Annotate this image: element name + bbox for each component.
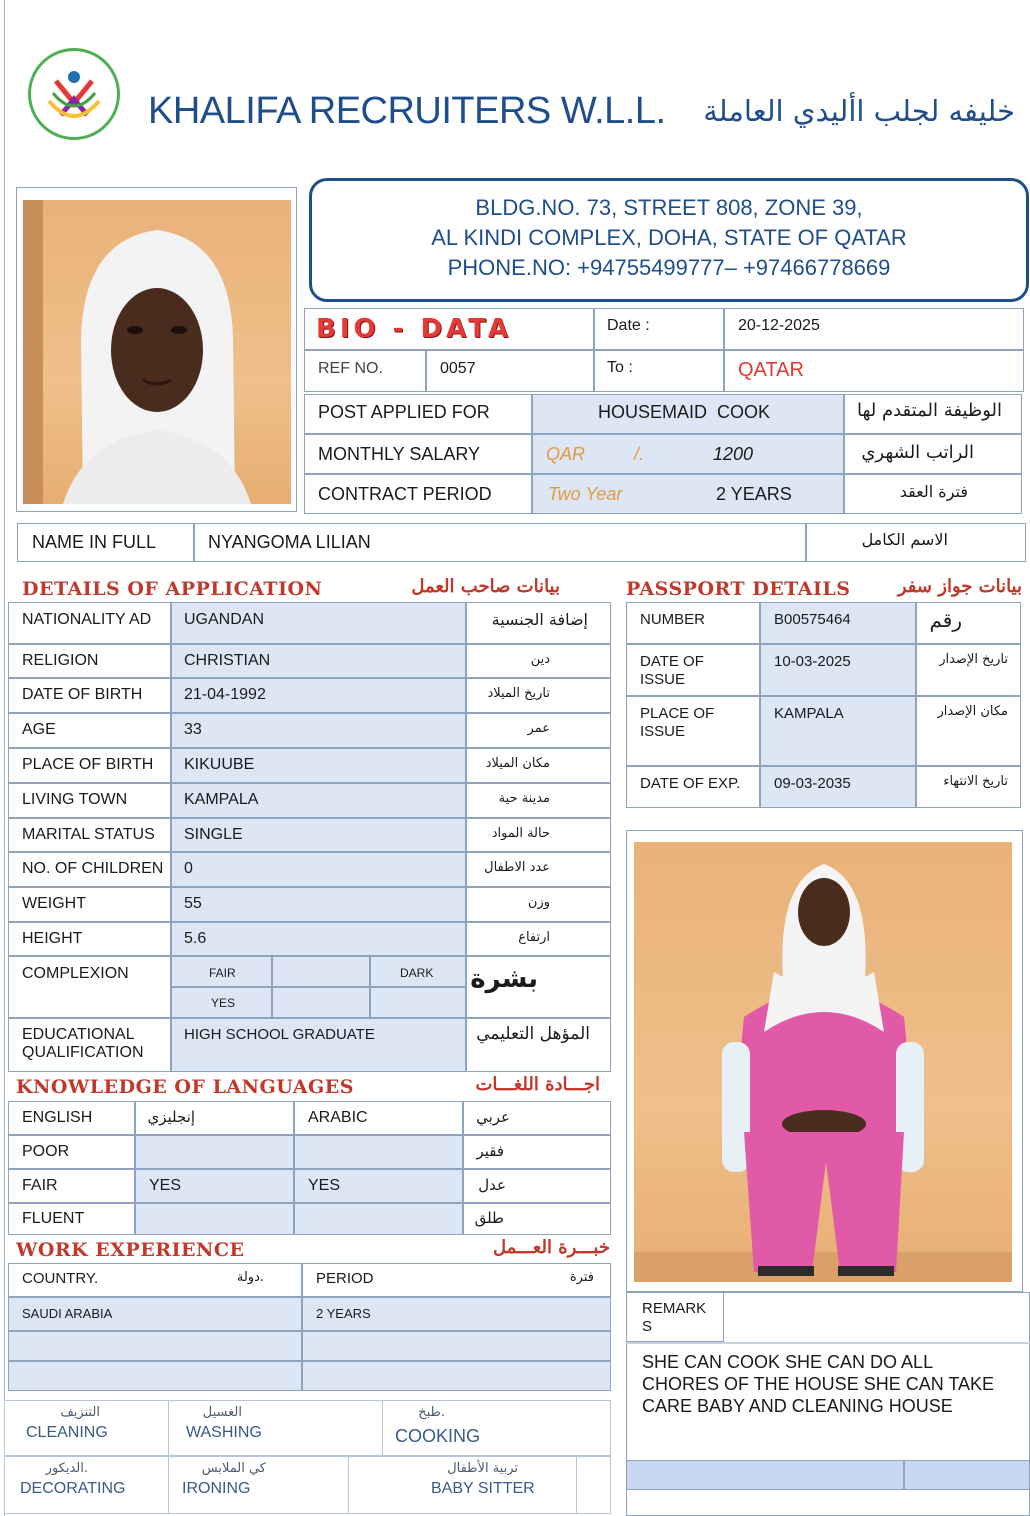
skills-divider-4 — [348, 1456, 349, 1514]
work-period-label: PERIOD — [316, 1270, 374, 1287]
skill-decorating: DECORATING — [20, 1480, 126, 1497]
work-period-ar: فترة — [569, 1270, 594, 1285]
logo-figure-icon — [31, 51, 117, 137]
bio-title: BIO - DATA — [316, 314, 513, 344]
pp-number-value: B00575464 — [774, 611, 851, 628]
app-ar: وزن — [527, 895, 550, 910]
company-name-ar: خليفه لجلب األيدي العاملة — [703, 94, 1015, 128]
pp-issue-date-label-cell — [626, 644, 760, 696]
name-label: NAME IN FULL — [32, 532, 157, 552]
app-ar: ارتفاع — [518, 930, 550, 945]
edu-value: HIGH SCHOOL GRADUATE — [184, 1026, 375, 1043]
app-value: UGANDAN — [184, 611, 265, 628]
skill-babysitter-ar: تربية الأطفال — [447, 1461, 518, 1476]
lang-arabic-ar: عربي — [476, 1108, 510, 1126]
portrait-figure-icon — [23, 200, 291, 504]
salary-value: 1200 — [713, 444, 754, 464]
app-label: NO. OF CHILDREN — [22, 860, 164, 877]
salary-ar: الراتب الشهري — [861, 442, 974, 463]
app-ar: إضافة الجنسية — [491, 610, 588, 629]
app-ar: مدينة حية — [498, 791, 550, 806]
lang-fair-ar: عدل — [478, 1176, 506, 1194]
skill-cooking: COOKING — [395, 1426, 481, 1446]
remarks-text-3: CARE BABY AND CLEANING HOUSE — [642, 1396, 953, 1416]
app-value-cell — [171, 713, 466, 748]
app-value: CHRISTIAN — [184, 652, 271, 669]
lang-fair-en-value: YES — [149, 1177, 182, 1194]
app-value: 55 — [184, 895, 202, 912]
complexion-dark2-cell — [370, 987, 466, 1018]
pp-issue-place-label-1: PLACE OF — [640, 705, 715, 722]
lang-fluent: FLUENT — [22, 1210, 85, 1227]
skill-ironing-ar: كي الملابس — [201, 1461, 266, 1476]
skill-decorating-ar: .الديكور — [45, 1461, 88, 1476]
skills-divider-2 — [382, 1400, 383, 1456]
app-ar: تاريخ الميلاد — [487, 686, 550, 701]
work-row2-period-cell — [302, 1331, 611, 1361]
app-label: RELIGION — [22, 652, 99, 669]
app-label: LIVING TOWN — [22, 791, 128, 808]
app-ar: عمر — [527, 721, 550, 736]
app-value-cell — [171, 887, 466, 922]
work-row2-country-cell — [8, 1331, 302, 1361]
skills-divider-1 — [168, 1400, 169, 1456]
edu-label-2: QUALIFICATION — [22, 1044, 144, 1061]
app-value: 33 — [184, 721, 202, 738]
app-label: PLACE OF BIRTH — [22, 756, 154, 773]
ref-label: REF NO. — [318, 360, 383, 377]
phone-line: PHONE.NO: +94755499777– +97466778669 — [447, 255, 891, 280]
app-value: KIKUUBE — [184, 756, 255, 773]
lang-poor-en-cell — [135, 1135, 294, 1169]
salary-separator: /. — [634, 444, 645, 464]
remarks-text-2: CHORES OF THE HOUSE SHE CAN TAKE — [642, 1374, 995, 1394]
lang-poor: POOR — [22, 1143, 70, 1160]
app-value-cell — [171, 922, 466, 956]
lang-arabic: ARABIC — [308, 1109, 368, 1126]
company-logo — [28, 48, 120, 140]
app-label: MARITAL STATUS — [22, 826, 155, 843]
app-value: SINGLE — [184, 826, 243, 843]
work-row3-country-cell — [8, 1361, 302, 1391]
complexion-mid2-cell — [272, 987, 370, 1018]
to-value: QATAR — [738, 359, 804, 381]
name-value: NYANGOMA LILIAN — [208, 532, 371, 552]
post-label: POST APPLIED FOR — [318, 402, 490, 422]
app-label: WEIGHT — [22, 895, 86, 912]
salary-label: MONTHLY SALARY — [318, 444, 481, 464]
pp-issue-date-ar: تاريخ الإصدار — [939, 652, 1008, 667]
full-body-photo — [634, 842, 1012, 1282]
lang-english-ar: إنجليزي — [147, 1108, 195, 1126]
address-line-2: AL KINDI COMPLEX, DOHA, STATE OF QATAR — [431, 225, 907, 250]
app-label: AGE — [22, 721, 56, 738]
lang-fluent-ar-val-cell — [294, 1203, 463, 1235]
skill-washing-ar: الغسيل — [202, 1405, 242, 1420]
complexion-ar: بشرة — [470, 964, 538, 994]
work-row3-period-cell — [302, 1361, 611, 1391]
pp-issue-date-label-2: ISSUE — [640, 671, 686, 688]
full-body-figure-icon — [634, 842, 1012, 1282]
skill-babysitter: BABY SITTER — [431, 1480, 535, 1497]
pp-number-label: NUMBER — [640, 611, 706, 628]
pp-issue-date-value-cell — [760, 644, 916, 696]
work-heading-ar: خبـــرة العـــمل — [492, 1237, 610, 1258]
complexion-yes: YES — [211, 996, 236, 1010]
date-label: Date : — [607, 317, 650, 334]
app-label: HEIGHT — [22, 930, 83, 947]
work-row1-period: 2 YEARS — [316, 1306, 371, 1321]
passport-heading: PASSPORT DETAILS — [626, 578, 851, 600]
remarks-label-1: REMARK — [642, 1300, 707, 1317]
remarks-shaded-row-1 — [626, 1460, 904, 1490]
app-value: 21-04-1992 — [184, 686, 266, 703]
app-ar: دين — [530, 652, 550, 667]
lang-fair: FAIR — [22, 1177, 58, 1194]
to-label: To : — [607, 359, 633, 376]
pp-number-ar: رقم — [929, 608, 962, 632]
work-row1-country: SAUDI ARABIA — [22, 1306, 113, 1321]
pp-issue-place-ar: مكان الإصدار — [937, 704, 1008, 719]
passport-heading-ar: بيانات جواز سفر — [897, 576, 1022, 597]
complexion-fair: FAIR — [209, 966, 236, 980]
languages-heading: KNOWLEDGE OF LANGUAGES — [16, 1076, 354, 1098]
portrait-photo — [23, 200, 291, 504]
remarks-text-1: SHE CAN COOK SHE CAN DO ALL — [642, 1352, 934, 1372]
skills-divider-5 — [576, 1456, 577, 1514]
app-label: DATE OF BIRTH — [22, 686, 143, 703]
lang-fluent-ar: طلق — [474, 1209, 504, 1227]
skill-cleaning-ar: التنزيف — [60, 1405, 100, 1420]
date-value: 20-12-2025 — [738, 317, 820, 334]
edu-ar: المؤهل التعليمي — [476, 1024, 590, 1044]
pp-exp-label: DATE OF EXP. — [640, 775, 741, 792]
app-value: 5.6 — [184, 930, 207, 947]
languages-heading-ar: اجـــادة اللغـــات — [475, 1074, 600, 1095]
address-box — [309, 178, 1029, 302]
lang-fair-ar-value: YES — [308, 1177, 341, 1194]
lang-fluent-en-cell — [135, 1203, 294, 1235]
app-value-cell — [171, 852, 466, 887]
edu-label-1: EDUCATIONAL — [22, 1026, 135, 1043]
app-value: KAMPALA — [184, 791, 259, 808]
pp-issue-place-value: KAMPALA — [774, 705, 844, 722]
pp-issue-place-label-2: ISSUE — [640, 723, 686, 740]
address-line-1: BLDG.NO. 73, STREET 808, ZONE 39, — [475, 195, 863, 220]
contract-value: 2 YEARS — [716, 484, 792, 504]
ref-value: 0057 — [440, 360, 476, 377]
complexion-label: COMPLEXION — [22, 965, 129, 982]
app-ar: مكان الميلاد — [485, 756, 550, 771]
skills-divider-3 — [168, 1456, 169, 1514]
contract-label: CONTRACT PERIOD — [318, 484, 492, 504]
salary-currency: QAR — [546, 444, 586, 464]
remarks-divider — [626, 1342, 1030, 1344]
contract-ar: فترة العقد — [899, 482, 968, 501]
work-country-ar: .دولة — [236, 1270, 264, 1285]
lang-poor-ar: فقير — [476, 1142, 504, 1160]
post-value: HOUSEMAID COOK — [598, 402, 771, 422]
complexion-dark: DARK — [400, 966, 434, 980]
work-country-label: COUNTRY. — [22, 1270, 99, 1287]
app-value: 0 — [184, 860, 193, 877]
lang-poor-ar-val-cell — [294, 1135, 463, 1169]
pp-issue-date-label-1: DATE OF — [640, 653, 704, 670]
work-heading: WORK EXPERIENCE — [16, 1239, 245, 1261]
skill-ironing: IRONING — [182, 1480, 251, 1497]
post-ar: الوظيفة المتقدم لها — [856, 400, 1002, 421]
app-ar: عدد الاطفال — [484, 860, 550, 875]
remarks-shaded-row-2 — [904, 1460, 1030, 1490]
complexion-mid-cell — [272, 956, 370, 987]
application-heading-ar: بيانات صاحب العمل — [411, 576, 560, 597]
app-label: NATIONALITY AD — [22, 611, 152, 628]
remarks-label-2: S — [642, 1318, 653, 1335]
name-ar: الاسم الكامل — [861, 530, 948, 549]
lang-english: ENGLISH — [22, 1109, 93, 1126]
application-heading: DETAILS OF APPLICATION — [22, 578, 323, 600]
pp-exp-value: 09-03-2035 — [774, 775, 851, 792]
company-name-en: KHALIFA RECRUITERS W.L.L. — [148, 90, 666, 132]
page-left-border — [4, 0, 5, 1516]
skill-cooking-ar: .طبخ — [418, 1405, 445, 1420]
contract-italic: Two Year — [548, 484, 623, 504]
pp-exp-ar: تاريخ الانتهاء — [943, 774, 1008, 789]
skill-cleaning: CLEANING — [26, 1424, 108, 1441]
app-ar: حالة المواد — [491, 826, 550, 841]
pp-issue-date-value: 10-03-2025 — [774, 653, 851, 670]
skill-washing: WASHING — [186, 1424, 262, 1441]
